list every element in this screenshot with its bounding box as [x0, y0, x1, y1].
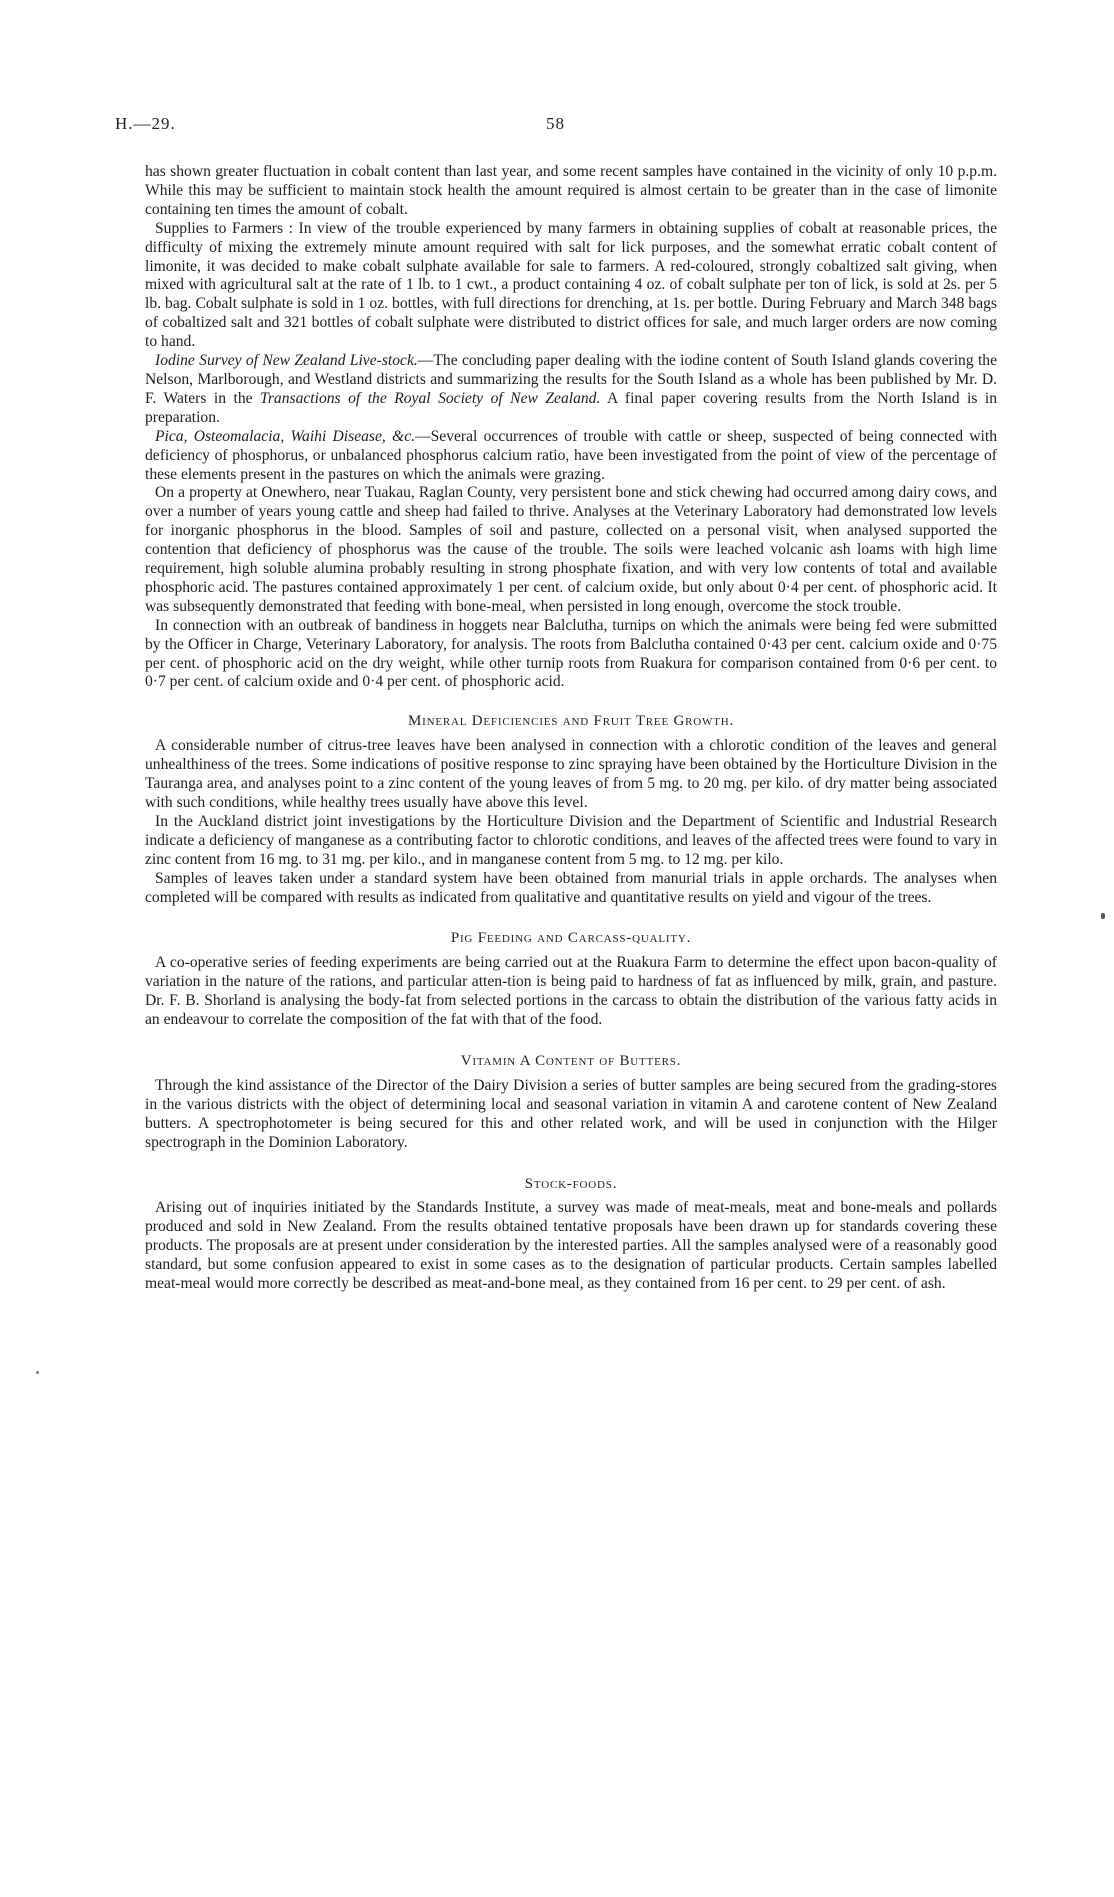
paragraph-balclutha: In connection with an outbreak of bandiness in hoggets near Balclutha, turnips on which the animals were being fed were submitted by the Officer in Charge, Veterinary Laboratory, for analysis. The roots from Balclutha contained 0·43 per cent. calcium oxide and 0·75 per cent. of phosphoric acid on the dry weight, while other turnip roots from Ruakura for comparison contained from 0·6 per cent. to 0·7 per cent. of calcium oxide and 0·4 per cent. of phosphoric acid. [145, 616, 997, 691]
report-reference: H.—29. [115, 114, 176, 133]
scan-speck [36, 1371, 39, 1374]
paragraph-pica-osteomalacia [145, 428, 997, 485]
paragraph-butter-samples: Through the kind assistance of the Director of the Dairy Division a series of butter samples are being secured from the grading-stores in the various districts with the object of determining local and seasonal variation in vitamin A and carotene content of New Zealand butters. A spectrophotometer is being secured for this and other related work, and will be used in conjunction with the Hilger spectrograph in the Dominion Laboratory. [145, 1076, 997, 1151]
section-heading-pig-feeding: Pig Feeding and Carcass-quality. [450, 930, 692, 947]
section-heading-mineral-deficiencies: Mineral Deficiencies and Fruit Tree Growth. [407, 713, 735, 730]
paragraph-apple-orchards: Samples of leaves taken under a standard system have been obtained from manurial trials in apple orchards. The analyses when completed will be compared with results as indicated from qualitative and quantitative results on yield and vigour of the trees. [145, 869, 997, 906]
paragraph-text-iodine-b: A final paper covering results from the North Island is in preparation. [145, 389, 998, 426]
paragraph-supplies-to-farmers [145, 220, 997, 352]
paragraph-text-pica: —Several occurrences of trouble with cattle or sheep, suspected of being connected with deficiency of phosphorus, or unbalanced phosphorus calcium ratio, have been investigated from the point of view of the percentage of these elements present in the pastures on which the animals were grazing. [145, 427, 997, 483]
paragraph-cobalt-fluctuation: has shown greater fluctuation in cobalt content than last year, and some recent samples have contained in the vicinity of only 10 p.p.m. While this may be sufficient to maintain stock health the amount required is almost certain to be greater than in the case of limonite containing ten times the amount of cobalt. [145, 163, 997, 218]
paragraph-citrus-leaves: A considerable number of citrus-tree leaves have been analysed in connection with a chlorotic condition of the leaves and general unhealthiness of the trees. Some indications of positive response to zinc spraying have been obtained by the Horticulture Division in the Tauranga area, and analyses point to a zinc content of the young leaves of from 5 mg. to 20 mg. per kilo. of dry matter being associated with such conditions, while healthy trees usually have above this level. [145, 737, 997, 811]
document-body [145, 163, 997, 1294]
paragraph-onewhero: On a property at Onewhero, near Tuakau, Raglan County, very persistent bone and stick chewing had occurred among dairy cows, and over a number of years young cattle and sheep had failed to thrive. Analyses at the Veterinary Laboratory had demonstrated low levels for inorganic phosphorus in the blood. Samples of soil and pasture, collected on a personal visit, when analysed supported the contention that deficiency of phosphorus was the cause of the trouble. The soils were leached volcanic ash loams with high lime requirement, high soluble alumina probably resulting in strong phosphate fixation, and with very low contents of total and available phosphoric acid. The pastures contained approximately 1 per cent. of calcium oxide, but only about 0·4 per cent. of phosphoric acid. It was subsequently demonstrated that feeding with bone-meal, when persisted in long enough, overcome the stock trouble. [145, 484, 997, 615]
paragraph-lead-pica: Pica, Osteomalacia, Waihi Disease, &c. [155, 427, 416, 445]
paragraph-meat-meals-survey: Arising out of inquiries initiated by the Standards Institute, a survey was made of meat-meals, meat and bone-meals and pollards produced and sold in New Zealand. From the results obtained tentative proposals have been drawn up for standards covering these products. The proposals are at present under consideration by the interested parties. All the samples analysed were of a reasonably good standard, but some confusion appeared to exist in some cases as to the designation of particular products. Certain samples labelled meat-meal would more correctly be described as meat-and-bone meal, as they contained from 16 per cent. to 29 per cent. of ash. [145, 1199, 997, 1293]
page-header [115, 114, 995, 138]
section-heading-vitamin-a: Vitamin A Content of Butters. [460, 1052, 682, 1069]
paragraph-lead-iodine: Iodine Survey of New Zealand Live-stock. [155, 352, 418, 370]
journal-title: Transactions of the Royal Society of New Zealand. [260, 389, 601, 407]
scan-edge-mark [1101, 913, 1105, 919]
paragraph-feeding-experiments: A co-operative series of feeding experiments are being carried out at the Ruakura Farm to determine the effect upon bacon-quality of variation in the nature of the rations, and particular atten-tion is being paid to hardness of fat as influenced by milk, grain, and pasture. Dr. F. B. Shorland is analysing the body-fat from selected portions in the carcass to obtain the distribution of the various fatty acids in an endeavour to correlate the composition of the fat with that of the food. [145, 954, 997, 1029]
paragraph-auckland-district: In the Auckland district joint investigations by the Horticulture Division and the Department of Scientific and Industrial Research indicate a deficiency of manganese as a contributing factor to chlorotic conditions, and leaves of the affected trees were found to vary in zinc content from 16 mg. to 31 mg. per kilo., and in manganese content from 5 mg. to 12 mg. per kilo. [145, 812, 997, 868]
section-heading-stock-foods: Stock-foods. [524, 1175, 618, 1192]
paragraph-text-supplies: In view of the trouble experienced by many farmers in obtaining supplies of cobalt at reasonable prices, the difficulty of mixing the extremely minute amount required with salt for lick purposes, and the somewhat erratic cobalt content of limonite, it was decided to make cobalt sulphate available for sale to farmers. A red-coloured, strongly cobaltized salt giving, when mixed with agricultural salt at the rate of 1 lb. to 1 cwt., a product containing 4 oz. of cobalt sulphate per ton of lick, is sold at 2s. per 5 lb. bag. Cobalt sulphate is sold in 1 oz. bottles, with full directions for drenching, at 1s. per bottle. During February and March 348 bags of cobaltized salt and 321 bottles of cobalt sulphate were distributed to district offices for sale, and much larger orders are now coming to hand. [145, 219, 997, 351]
paragraph-text-iodine-a: —The concluding paper dealing with the iodine content of South Island glands covering the Nelson, Marlborough, and Westland districts and summarizing the results for the South Island as a whole has been published by Mr. D. F. Waters in the [145, 352, 998, 407]
page-number: 58 [546, 114, 565, 133]
paragraph-lead-supplies: Supplies to Farmers : [155, 219, 293, 237]
paragraph-iodine-survey [145, 352, 997, 428]
